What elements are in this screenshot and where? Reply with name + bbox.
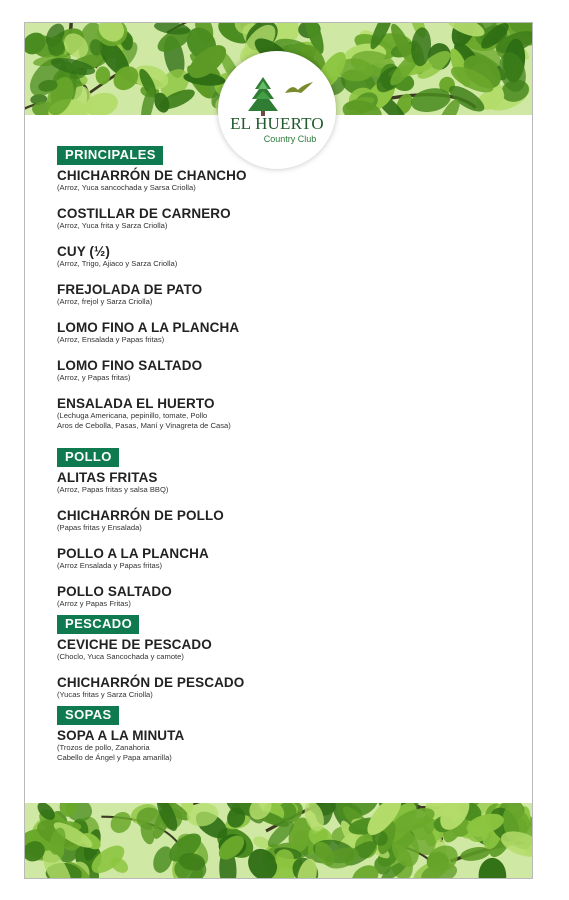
dish-description: (Arroz, Ensalada y Papas fritas)	[57, 335, 165, 344]
dish-name: ENSALADA EL HUERTO	[57, 396, 215, 411]
menu-item	[57, 675, 497, 700]
dish-name: COSTILLAR DE CARNERO	[57, 206, 231, 221]
menu-item	[57, 206, 497, 231]
dish-name: CHICHARRÓN DE CHANCHO	[57, 168, 247, 183]
dish-name: SOPA A LA MINUTA	[57, 728, 185, 743]
logo-subtitle: Country Club	[263, 134, 317, 144]
dish-description: (Papas fritas y Ensalada)	[57, 523, 142, 532]
dish-name: CUY (½)	[57, 244, 110, 259]
menu-item	[57, 282, 497, 307]
menu-item	[57, 358, 497, 383]
menu-item	[57, 396, 497, 431]
dish-name: ALITAS FRITAS	[57, 470, 158, 485]
menu-section	[57, 448, 497, 609]
dish-description: (Choclo, Yuca Sancochada y camote)	[57, 652, 184, 661]
dish-name: LOMO FINO A LA PLANCHA	[57, 320, 240, 335]
bottom-leaf-banner	[25, 803, 532, 878]
section-header: SOPAS	[57, 706, 119, 725]
dish-description: (Yucas fritas y Sarza Criolla)	[57, 690, 153, 699]
dish-description: (Arroz, Trigo, Ajiaco y Sarza Criolla)	[57, 259, 178, 268]
dish-description: (Arroz, Yuca sancochada y Sarsa Criolla)	[57, 183, 196, 192]
dish-description: (Arroz, Yuca frita y Sarza Criolla)	[57, 221, 168, 230]
dish-description: (Arroz Ensalada y Papas fritas)	[57, 561, 163, 570]
menu-content	[57, 146, 497, 763]
bird-icon	[284, 81, 314, 97]
menu-section	[57, 615, 497, 700]
logo-title: EL HUERTO	[230, 114, 324, 133]
leaf-pattern-bottom	[25, 803, 532, 878]
dish-description: (Arroz, Papas fritas y salsa BBQ)	[57, 485, 169, 494]
dish-name: CHICHARRÓN DE POLLO	[57, 508, 224, 523]
menu-item	[57, 168, 497, 193]
dish-name: CEVICHE DE PESCADO	[57, 637, 212, 652]
dish-description: (Lechuga Americana, pepinillo, tomate, Pollo Aros de Cebolla, Pasas, Maní y Vinagreta de Casa)	[57, 411, 231, 430]
menu-item	[57, 584, 497, 609]
menu-item	[57, 320, 497, 345]
section-header: POLLO	[57, 448, 119, 467]
menu-item	[57, 470, 497, 495]
menu-section	[57, 146, 497, 431]
dish-description: (Arroz, frejol y Sarza Criolla)	[57, 297, 153, 306]
dish-name: LOMO FINO SALTADO	[57, 358, 203, 373]
dish-description: (Trozos de pollo, Zanahoria Cabello de Ángel y Papa amarilla)	[57, 743, 172, 762]
dish-name: POLLO A LA PLANCHA	[57, 546, 209, 561]
pine-tree-icon	[246, 77, 280, 117]
dish-description: (Arroz, y Papas fritas)	[57, 373, 131, 382]
menu-item	[57, 637, 497, 662]
menu-item	[57, 244, 497, 269]
dish-name: CHICHARRÓN DE PESCADO	[57, 675, 245, 690]
dish-name: FREJOLADA DE PATO	[57, 282, 203, 297]
menu-item	[57, 546, 497, 571]
dish-name: POLLO SALTADO	[57, 584, 172, 599]
section-header: PESCADO	[57, 615, 139, 634]
menu-section	[57, 706, 497, 763]
menu-item	[57, 728, 497, 763]
menu-item	[57, 508, 497, 533]
section-header: PRINCIPALES	[57, 146, 163, 165]
dish-description: (Arroz y Papas Fritas)	[57, 599, 131, 608]
